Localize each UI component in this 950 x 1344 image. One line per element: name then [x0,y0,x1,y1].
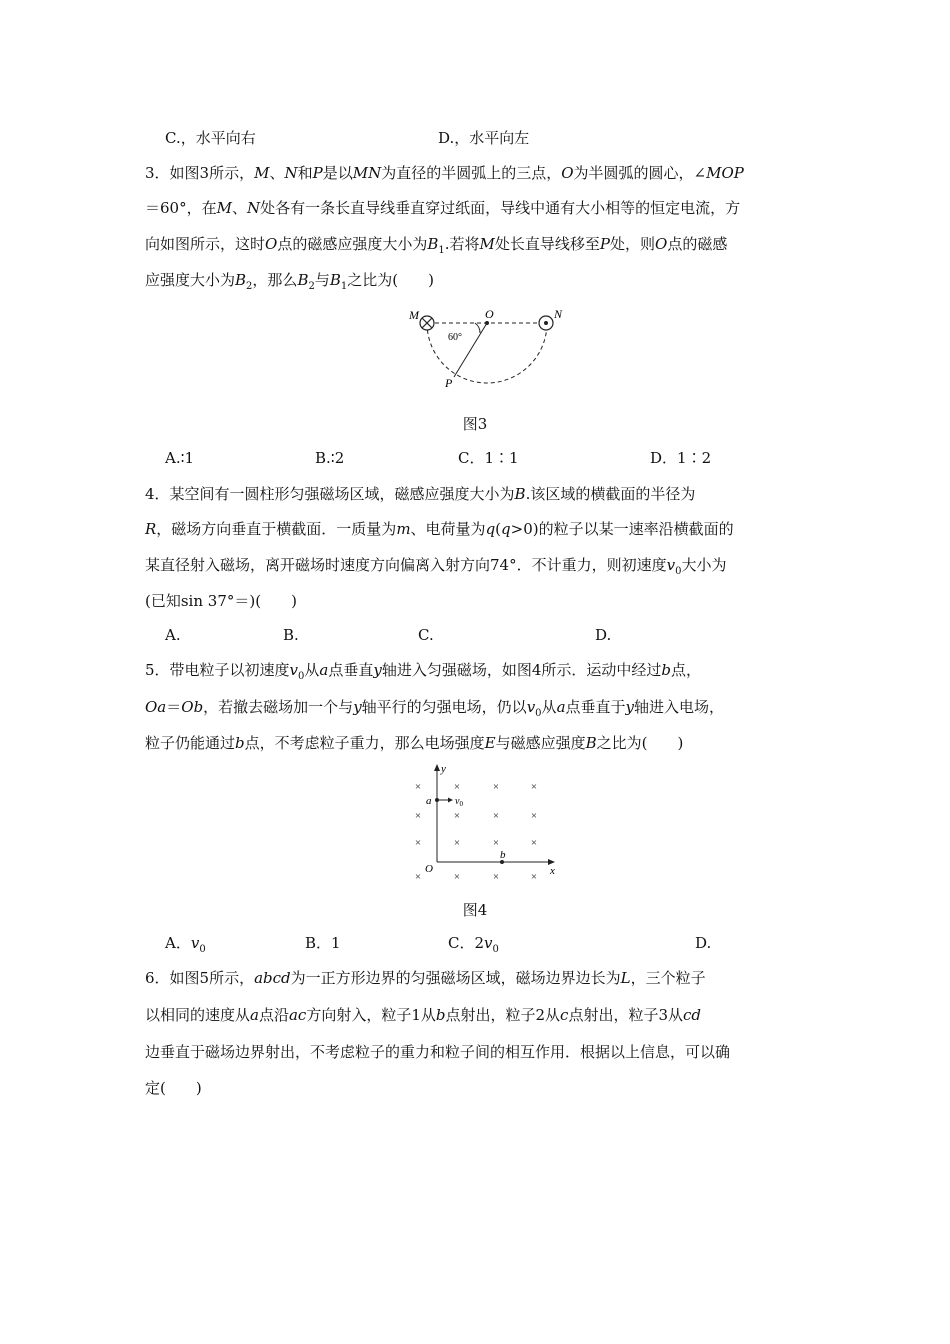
q5-option-a: A．$v_0$ [165,934,206,955]
svg-text:×: × [530,837,538,849]
semicircle-arc [427,323,547,383]
figure-4-caption: 图4 [462,901,488,919]
angle-arc [475,323,480,333]
q3-option-d: D．1∶2 [650,449,712,467]
wire-out-of-page-icon [539,316,553,330]
point-o [485,321,489,325]
q4-option-d: D. [595,626,612,644]
q4-line-1: 4．某空间有一圆柱形匀强磁场区域，磁感应强度大小为B.该区域的横截面的半径为 [145,485,696,503]
q4-option-a: A. [165,626,181,644]
q5-line-2: Oa＝Ob，若撤去磁场加一个与y轴平行的匀强电场，仍以$v_0$从a点垂直于y轴进入电场， [145,698,725,719]
svg-text:×: × [453,810,461,822]
q3-line-3: 向如图所示，这时O点的磁感应强度大小为$B_1$.若将M处长直导线移至P处，则O点的磁感 [145,235,728,256]
q6-line-3: 边垂直于磁场边界射出，不考虑粒子的重力和粒子间的相互作用．根据以上信息，可以确 [145,1043,731,1061]
svg-text:×: × [530,810,538,822]
label-x: x [550,865,555,877]
q4-line-3: 某直径射入磁场，离开磁场时速度方向偏离入射方向74°．不计重力，则初速度$v_0$大小为 [145,556,727,577]
svg-text:×: × [492,781,500,793]
svg-text:×: × [492,871,500,883]
q6-line-4: 定( ) [145,1079,202,1097]
q3-line-1: 3．如图3所示，M、N和P是以MN为直径的半圆弧上的三点，O为半圆弧的圆心，∠MOP [145,164,744,182]
label-o: O [425,863,433,875]
label-p: P [445,376,453,390]
q3-line-4: 应强度大小为$B_2$，那么$B_2$与$B_1$之比为( ) [145,271,434,292]
q5-line-1: 5．带电粒子以初速度$v_0$从a点垂直y轴进入匀强磁场，如图4所示．运动中经过b点， [145,661,702,682]
label-o: O [485,307,494,321]
svg-text:×: × [530,781,538,793]
svg-text:×: × [453,837,461,849]
q3-line-2: ＝60°，在M、N处各有一条长直导线垂直穿过纸面，导线中通有大小相等的恒定电流，方 [145,199,741,217]
q6-line-2: 以相同的速度从a点沿ac方向射入，粒子1从b点射出，粒子2从c点射出，粒子3从cd [145,1006,701,1024]
label-m: M [409,308,419,322]
svg-text:×: × [414,810,422,822]
q3-option-b: B.∶2 [315,449,345,467]
label-y: y [441,763,446,775]
q5-option-d: D. [695,934,712,952]
svg-text:×: × [414,781,422,793]
field-into-page-crosses [415,781,537,883]
q3-option-a: A.∶1 [165,449,195,467]
svg-text:×: × [492,837,500,849]
figure-3-caption: 图3 [462,415,488,433]
q2-option-d: D.，水平向左 [438,129,530,147]
figure-4-magnetic-field-diagram [405,760,565,885]
svg-text:×: × [492,810,500,822]
q5-line-3: 粒子仍能通过b点，不考虑粒子重力，那么电场强度E与磁感应强度B之比为( ) [145,734,684,752]
label-v0: $v_0$ [455,796,463,808]
svg-text:×: × [453,781,461,793]
q4-option-c: C. [418,626,434,644]
q5-option-b: B．1 [305,934,341,952]
q3-option-c: C．1∶1 [458,449,519,467]
label-angle: 60° [448,332,462,343]
label-a: a [426,795,432,807]
svg-text:×: × [530,871,538,883]
y-axis-arrow [434,764,440,771]
q4-option-b: B. [283,626,299,644]
q5-option-c: C．$2v_0$ [448,934,499,955]
label-b: b [500,849,506,861]
svg-text:×: × [453,871,461,883]
q4-line-4: (已知sin 37°＝)( ) [145,592,297,610]
label-n: N [554,307,563,321]
q4-line-2: R，磁场方向垂直于横截面．一质量为m、电荷量为q(q>0)的粒子以某一速率沿横截面的 [145,520,734,538]
wire-into-page-icon [420,316,434,330]
point-a [435,798,439,802]
svg-text:×: × [414,837,422,849]
q2-option-c: C.，水平向右 [165,129,256,147]
q6-line-1: 6．如图5所示，abcd为一正方形边界的匀强磁场区域，磁场边界边长为L，三个粒子 [145,969,706,987]
svg-text:×: × [414,871,422,883]
figure-3-semicircle-diagram [400,300,580,395]
